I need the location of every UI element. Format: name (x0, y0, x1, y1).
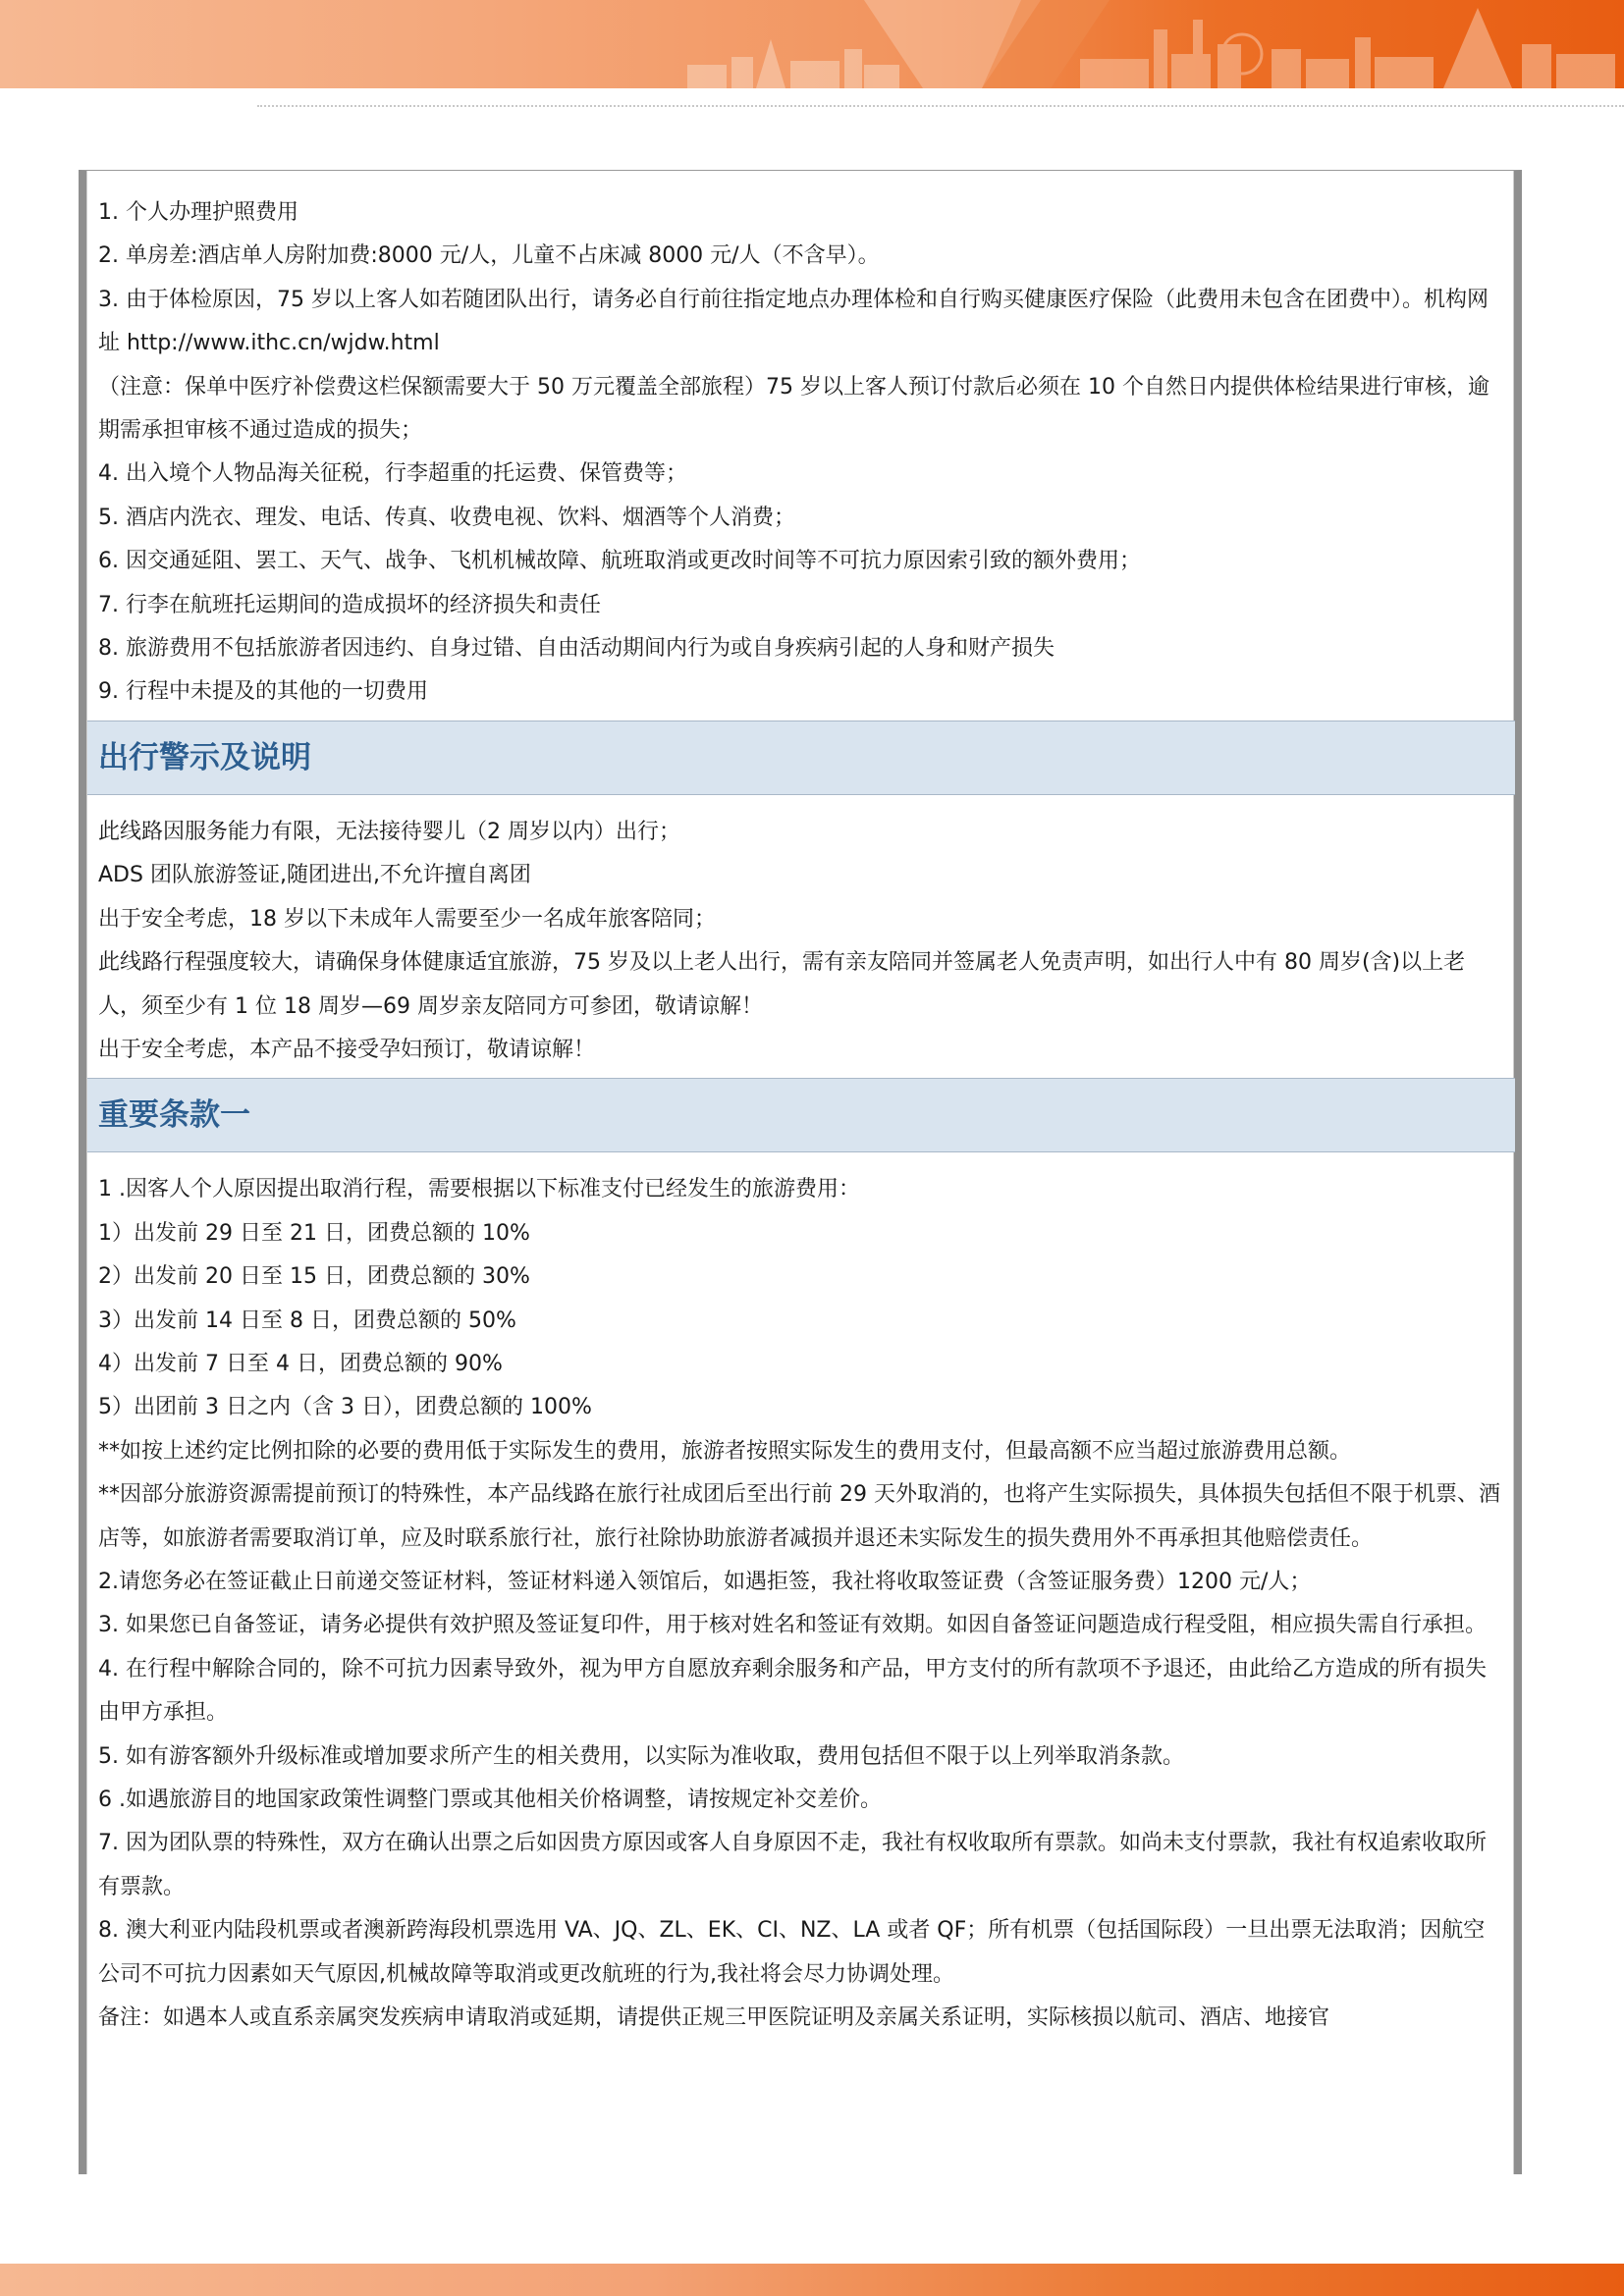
fees-item: 1. 个人办理护照费用 (98, 200, 298, 225)
fees-item: 7. 行李在航班托运期间的造成损坏的经济损失和责任 (98, 592, 601, 617)
header-divider (257, 105, 1624, 107)
terms-line: 1）出发前 29 日至 21 日，团费总额的 10% (98, 1220, 530, 1246)
header-banner (0, 0, 1624, 88)
terms-line: 7. 因为团队票的特殊性，双方在确认出票之后如因贵方原因或客人自身原因不走，我社有权收取所有票款。如尚未支付票款，我社有权追索收取所有票款。 (98, 1831, 1487, 1899)
warning-line: ADS 团队旅游签证,随团进出,不允许擅自离团 (98, 863, 531, 888)
fees-item: （注意：保单中医疗补偿费这栏保额需要大于 50 万元覆盖全部旅程）75 岁以上客人预订付款后必须在 10 个自然日内提供体检结果进行审核，逾期需承担审核不通过造成的损失； (98, 374, 1489, 444)
terms-line: 8. 澳大利亚内陆段机票或者澳新跨海段机票选用 VA、JQ、ZL、EK、CI、NZ、LA 或者 QF；所有机票（包括国际段）一旦出票无法取消；因航空公司不可抗力因素如天气原因,机械故障等取消或更改航班的行为,我社将会尽力协调处理。 (98, 1918, 1486, 1987)
terms-line: 3. 如果您已自备签证，请务必提供有效护照及签证复印件，用于核对姓名和签证有效期。如因自备签证问题造成行程受阻，相应损失需自行承担。 (98, 1613, 1487, 1638)
terms-line: 4）出发前 7 日至 4 日，团费总额的 90% (98, 1351, 503, 1376)
terms-line: 2.请您务必在签证截止日前递交签证材料，签证材料递入领馆后，如遇拒签，我社将收取签证费（含签证服务费）1200 元/人； (98, 1569, 1312, 1594)
fees-item: 6. 因交通延阻、罢工、天气、战争、飞机机械故障、航班取消或更改时间等不可抗力原因索引致的额外费用； (98, 549, 1141, 574)
terms-line: 5. 如有游客额外升级标准或增加要求所产生的相关费用，以实际为准收取，费用包括但不限于以上列举取消条款。 (98, 1743, 1184, 1769)
warning-list (98, 811, 1506, 1072)
section-heading-terms: 重要条款一 (87, 1078, 1515, 1152)
terms-line: 4. 在行程中解除合同的，除不可抗力因素导致外，视为甲方自愿放弃剩余服务和产品，甲方支付的所有款项不予退还，由此给乙方造成的所有损失由甲方承担。 (98, 1656, 1487, 1726)
skyline-decoration (0, 0, 1624, 88)
document-body (98, 191, 1506, 2040)
terms-line: 6 .如遇旅游目的地国家政策性调整门票或其他相关价格调整，请按规定补交差价。 (98, 1788, 882, 1812)
fees-item: 3. 由于体检原因，75 岁以上客人如若随团队出行，请务必自行前往指定地点办理体检和自行购买健康医疗保险（此费用未包含在团费中）。机构网址 http://www.ithc.cn/wjdw.html (98, 287, 1489, 356)
terms-line: 2）出发前 20 日至 15 日，团费总额的 30% (98, 1264, 530, 1290)
terms-line: **因部分旅游资源需提前预订的特殊性，本产品线路在旅行社成团后至出行前 29 天外取消的，也将产生实际损失，具体损失包括但不限于机票、酒店等，如旅游者需要取消订单，应及时联系旅行社，旅行社除协助旅游者减损并退还未实际发生的损失费用外不再承担其他赔偿责任。 (98, 1482, 1500, 1551)
terms-line: **如按上述约定比例扣除的必要的费用低于实际发生的费用，旅游者按照实际发生的费用支付，但最高额不应当超过旅游费用总额。 (98, 1438, 1352, 1464)
terms-line: 5）出团前 3 日之内（含 3 日），团费总额的 100% (98, 1395, 592, 1420)
fees-item: 4. 出入境个人物品海关征税，行李超重的托运费、保管费等； (98, 461, 687, 487)
warning-line: 此线路因服务能力有限，无法接待婴儿（2 周岁以内）出行； (98, 819, 680, 844)
warning-line: 此线路行程强度较大，请确保身体健康适宜旅游，75 岁及以上老人出行，需有亲友陪同并签属老人免责声明，如出行人中有 80 周岁(含)以上老人，须至少有 1 位 18 周岁—69 周岁亲友陪同方可参团，敬请谅解！ (98, 950, 1466, 1019)
terms-line: 备注：如遇本人或直系亲属突发疾病申请取消或延期，请提供正规三甲医院证明及亲属关系证明，实际核损以航司、酒店、地接官 (98, 2005, 1330, 2031)
section-heading-warning: 出行警示及说明 (87, 721, 1515, 795)
footer-band (0, 2264, 1624, 2296)
fees-item: 9. 行程中未提及的其他的一切费用 (98, 679, 428, 705)
fees-item: 2. 单房差:酒店单人房附加费:8000 元/人，儿童不占床减 8000 元/人（不含早）。 (98, 243, 880, 269)
terms-line: 1 .因客人个人原因提出取消行程，需要根据以下标准支付已经发生的旅游费用： (98, 1177, 860, 1202)
fees-excluded-list (98, 191, 1506, 715)
warning-line: 出于安全考虑，本产品不接受孕妇预订，敬请谅解！ (98, 1037, 596, 1062)
terms-list (98, 1168, 1506, 2040)
fees-item: 5. 酒店内洗衣、理发、电话、传真、收费电视、饮料、烟酒等个人消费； (98, 505, 795, 530)
fees-item: 8. 旅游费用不包括旅游者因违约、自身过错、自由活动期间内行为或自身疾病引起的人身和财产损失 (98, 636, 1055, 662)
warning-line: 出于安全考虑，18 岁以下未成年人需要至少一名成年旅客陪同； (98, 906, 716, 932)
terms-line: 3）出发前 14 日至 8 日，团费总额的 50% (98, 1308, 516, 1333)
